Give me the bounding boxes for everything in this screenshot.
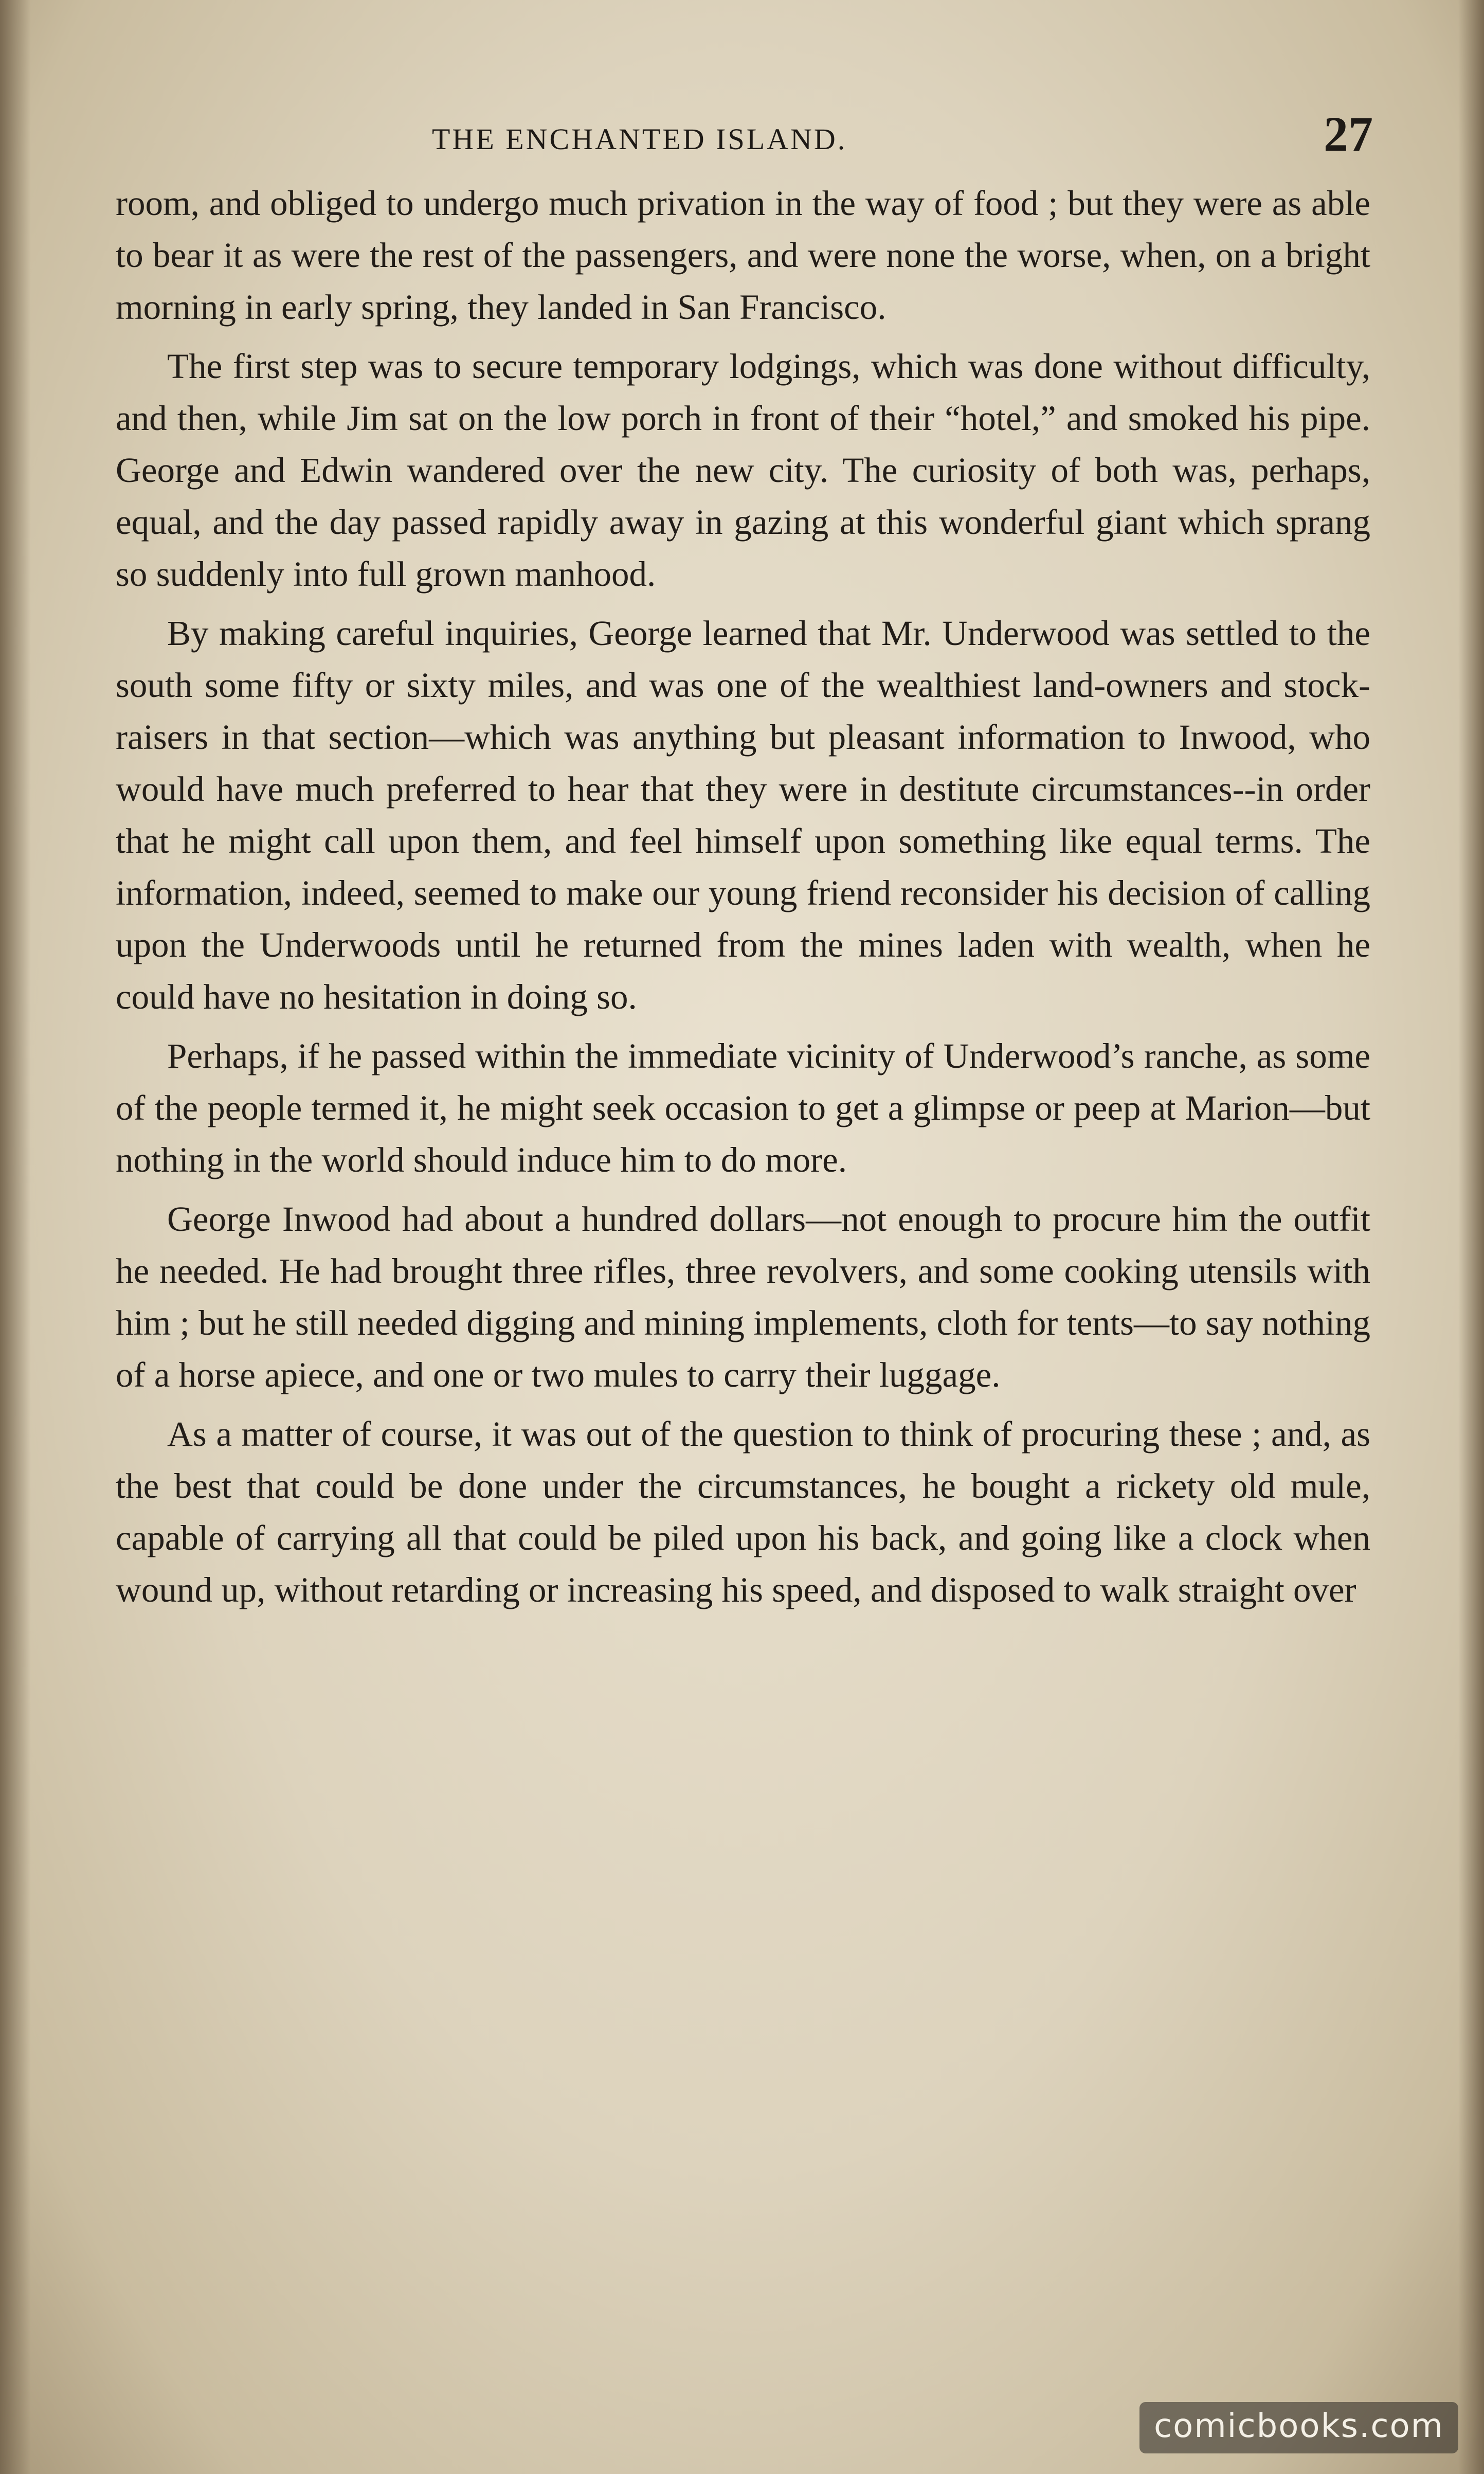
page-edge-left — [0, 0, 31, 2474]
paragraph: George Inwood had about a hundred dollars—not enough to procure him the outfit he needed. He had brought three rifles, three revolvers, and some cooking utensils with him ; but he still needed digging and mining implements, cloth for tents—to say nothing of a horse apiece, and one or two mules to carry their luggage. — [116, 1199, 1370, 1394]
paragraph: Perhaps, if he passed within the immediate vicinity of Underwood’s ranche, as some of the people termed it, he might seek occasion to get a glimpse or peep at Marion—but nothing in the world should induce him to do more. — [116, 1036, 1370, 1179]
paragraph: By making careful inquiries, George learned that Mr. Underwood was settled to the south some fifty or sixty miles, and was one of the wealthiest land-owners and stock-raisers in that section—which was anything but pleasant information to Inwood, who would have much preferred to hear that they were in destitute circumstances--in order that he might call upon them, and feel himself upon something like equal terms. The information, indeed, seemed to make our young friend reconsider his decision of calling upon the Underwoods until he returned from the mines laden with wealth, when he could have no hesitation in doing so. — [116, 614, 1370, 1016]
running-title: THE ENCHANTED ISLAND. — [432, 122, 847, 156]
page-edge-right — [1458, 0, 1484, 2474]
paragraph-continues: As a matter of course, it was out of the question to think of procuring these ; and, as the best that could be done under the circumstances, he bought a rickety old mule, capable of carrying all that could be piled upon his back, and going like a clock when wound up, without retarding or increasing his speed, and disposed to walk straight over — [116, 1414, 1370, 1609]
body-text — [116, 177, 1370, 1623]
page-number: 27 — [1324, 106, 1373, 162]
watermark-label: comicbooks.com — [1139, 2402, 1458, 2453]
paragraph-continued: room, and obliged to undergo much privation in the way of food ; but they were as able to bear it as were the rest of the passengers, and were none the worse, when, on a bright morning in early spring, they landed in San Francisco. — [116, 184, 1370, 327]
page-header — [118, 106, 1373, 172]
paragraph: The first step was to secure temporary lodgings, which was done without difficulty, and then, while Jim sat on the low porch in front of their “hotel,” and smoked his pipe. George and Edwin wandered over the new city. The curiosity of both was, perhaps, equal, and the day passed rapidly away in gazing at this wonderful giant which sprang so suddenly into full grown manhood. — [116, 347, 1370, 594]
